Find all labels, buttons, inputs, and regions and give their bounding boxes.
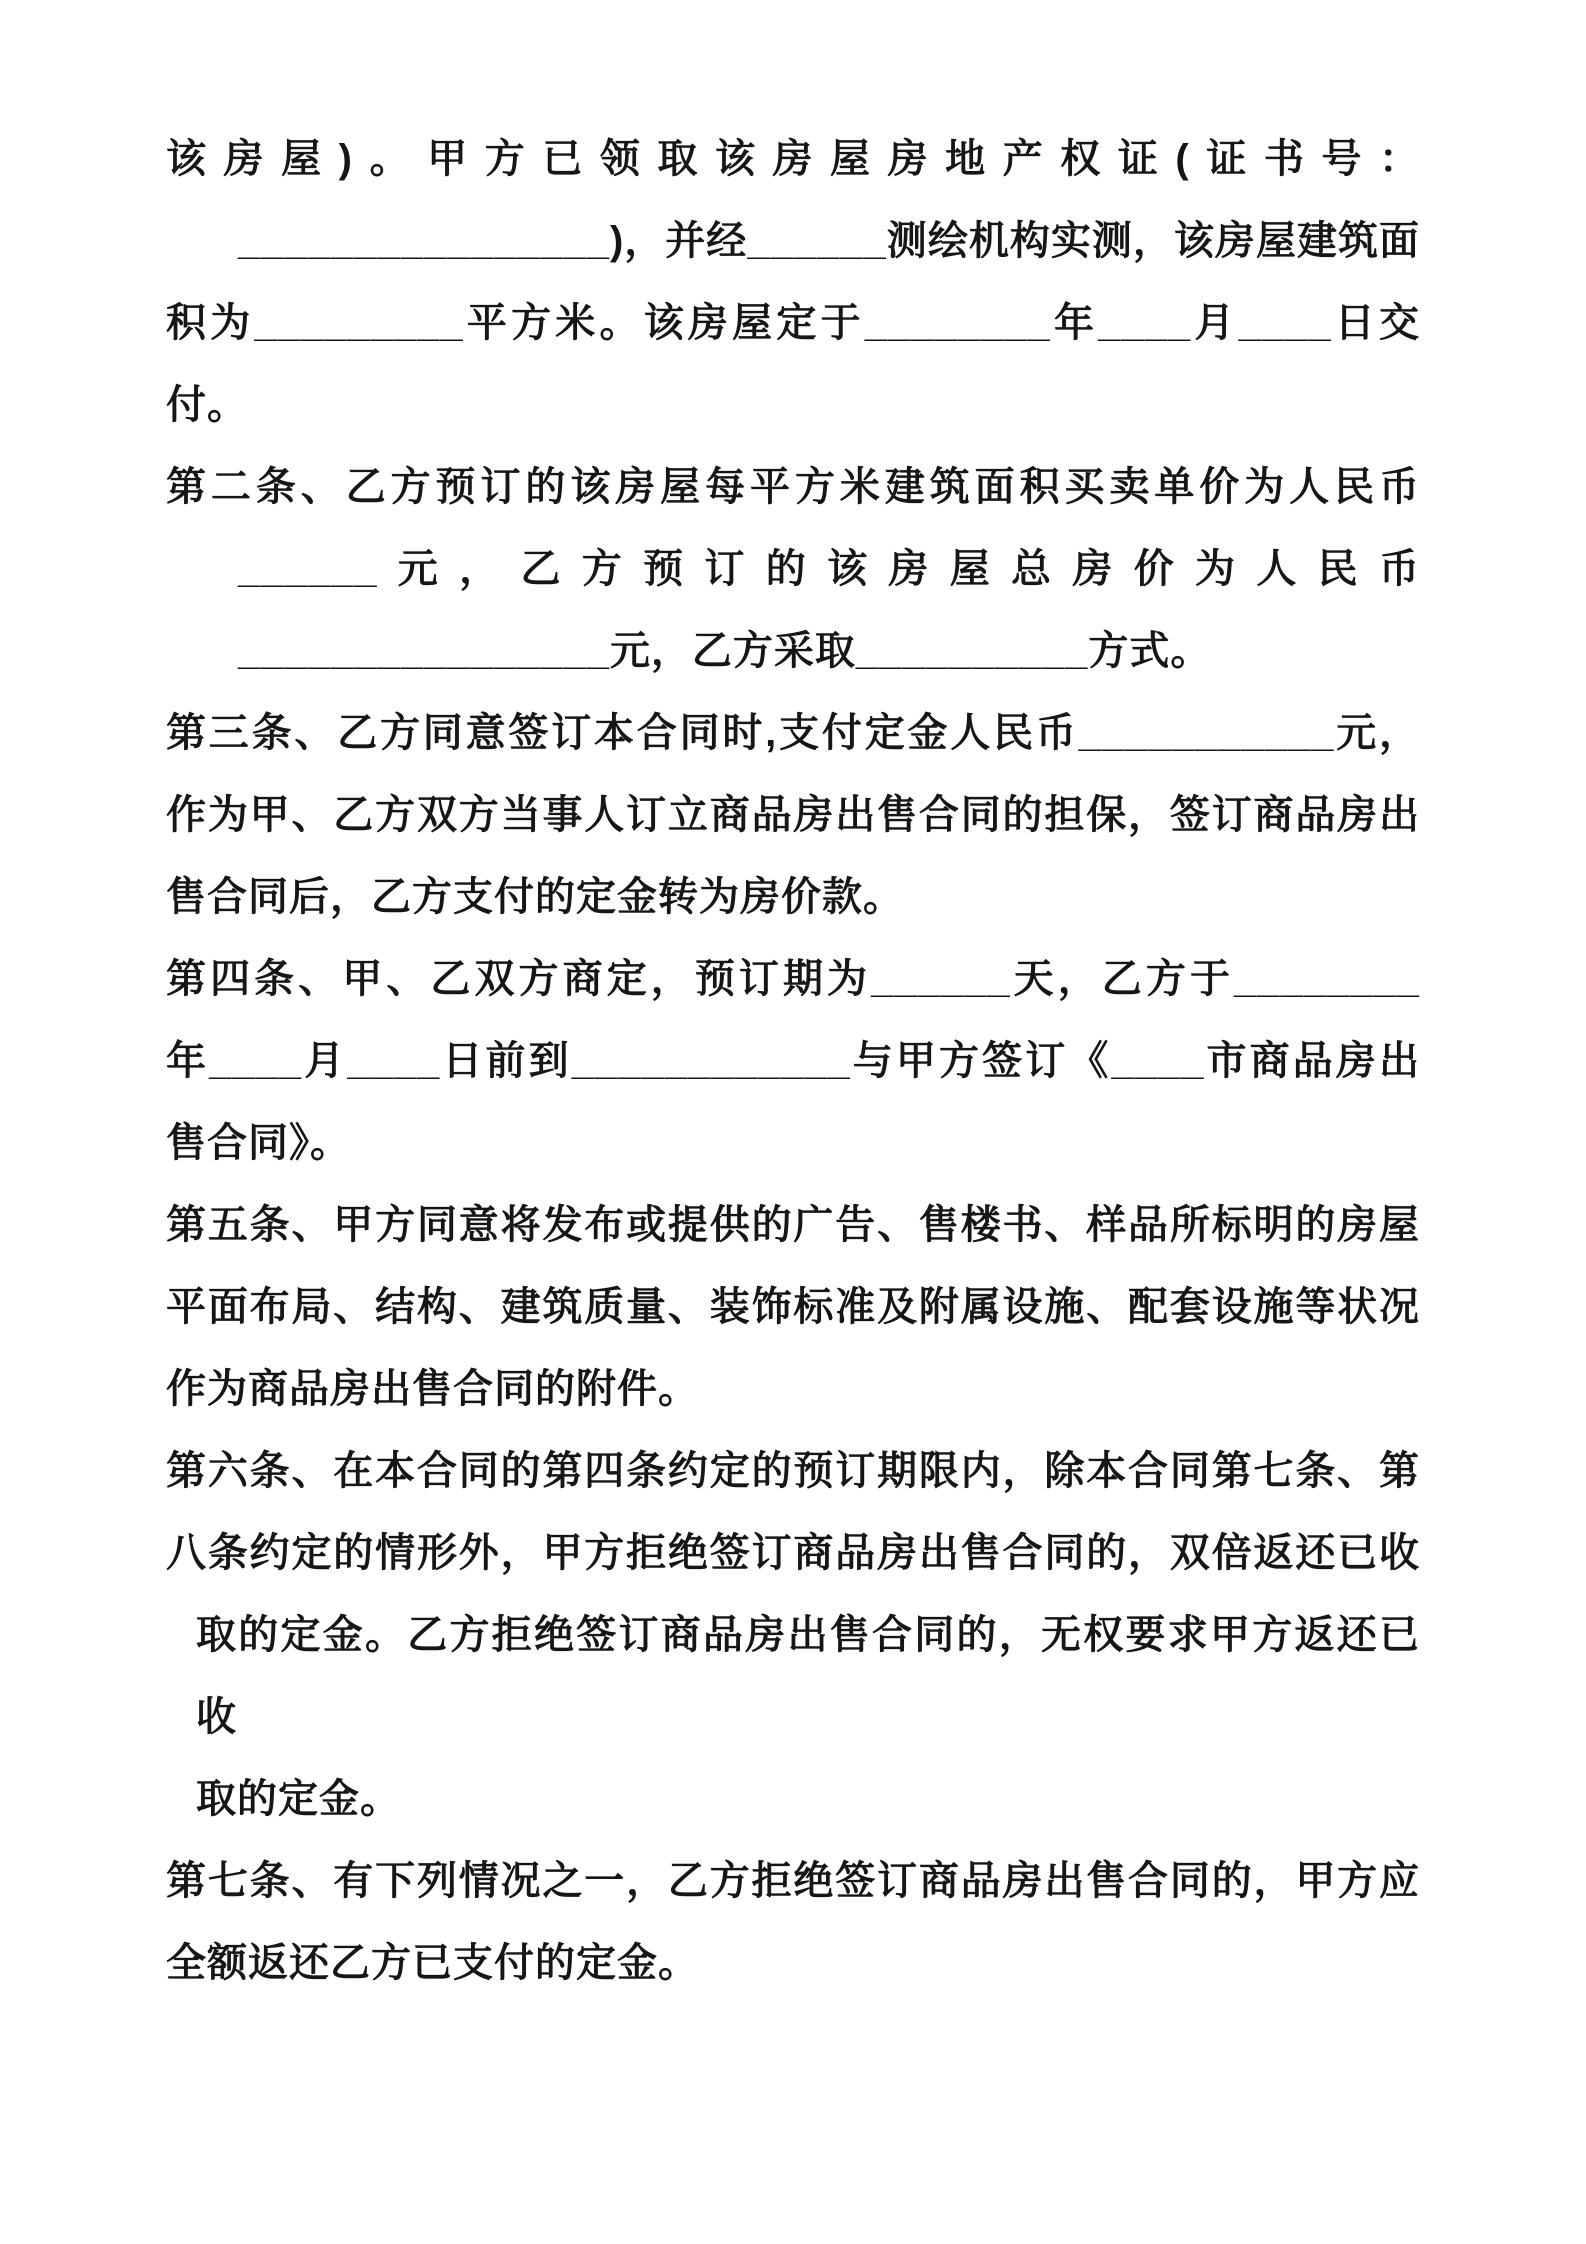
document-body	[166, 118, 1420, 2004]
contract-line: ________________元，乙方采取__________方式。	[238, 629, 1212, 673]
contract-line: 售合同后，乙方支付的定金转为房价款。	[166, 875, 904, 919]
contract-clause-heading-line: 第六条、在本合同的第四条约定的预订期限内，除本合同第七条、第	[166, 1449, 1420, 1493]
contract-line: 作为甲、乙方双方当事人订立商品房出售合同的担保，签订商品房出	[166, 793, 1420, 837]
contract-line: 售合同》。	[166, 1121, 351, 1165]
contract-line: 作为商品房出售合同的附件。	[166, 1367, 699, 1411]
contract-line: ______元，乙方预订的该房屋总房价为人民币	[238, 547, 1420, 591]
contract-line: 平面布局、结构、建筑质量、装饰标准及附属设施、配套设施等状况	[166, 1285, 1420, 1329]
contract-clause-heading-line: 第三条、乙方同意签订本合同时,支付定金人民币___________元，	[166, 711, 1420, 755]
contract-clause-heading-line: 第二条、乙方预订的该房屋每平方米建筑面积买卖单价为人民币	[166, 465, 1420, 509]
contract-line: 付。	[166, 383, 248, 427]
contract-clause-heading-line: 第四条、甲、乙双方商定，预订期为______天，乙方于________	[166, 957, 1420, 1001]
contract-line: 年____月____日前到____________与甲方签订《____市商品房出	[166, 1039, 1420, 1083]
contract-line: 取的定金。	[196, 1777, 401, 1821]
contract-line: 全额返还乙方已支付的定金。	[166, 1941, 699, 1985]
contract-line: 八条约定的情形外，甲方拒绝签订商品房出售合同的，双倍返还已收	[166, 1531, 1420, 1575]
contract-line: 积为_________平方米。该房屋定于________年____月____日交	[166, 301, 1420, 345]
contract-clause-heading-line: 第五条、甲方同意将发布或提供的广告、售楼书、样品所标明的房屋	[166, 1203, 1420, 1247]
contract-line: ________________)，并经______测绘机构实测，该房屋建筑面	[238, 219, 1420, 263]
contract-clause-heading-line: 第七条、有下列情况之一，乙方拒绝签订商品房出售合同的，甲方应	[166, 1859, 1420, 1903]
contract-line: 该房屋)。甲方已领取该房屋房地产权证(证书号：	[166, 137, 1420, 181]
contract-line: 取的定金。乙方拒绝签订商品房出售合同的，无权要求甲方返还已收	[196, 1613, 1420, 1739]
